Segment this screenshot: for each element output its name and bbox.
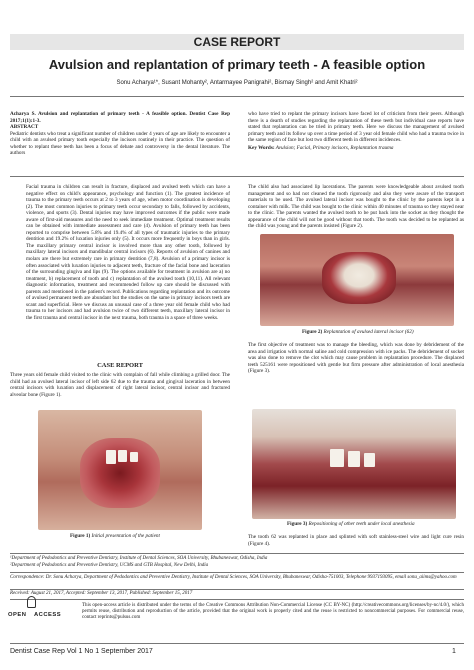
page-title: Avulsion and replantation of primary teeth - A feasible option [48, 57, 426, 72]
figure-1-tooth [118, 450, 127, 462]
abstract-text-continued: who have tried to replant the primary incisors have faced lot of criticism from their peers. Although there is a dearth of studies regarding the replantation of these teeth but individual case reports have stated that replantation can be tried in primary teeth. Here we discuss the management of avulsed primary teeth and its follow up over a time period of 3 year old female child who had a trauma twice in the same region of face but lost two different teeth in different incidences. [248, 111, 464, 144]
figure-3-caption: Figure 3) Repositioning of other teeth under local anesthesia [287, 521, 415, 527]
splint-text: The tooth 62 was replanted in place and splinted with soft stainless-steel wire and light cure resin (Figure 4). [248, 534, 464, 547]
case-text-continued: The child also had associated lip lacerations. The parents were knowledgeable about avulsed tooth management and so had not cleaned the tooth rigorously and also they were aware of the transport materials to be used. The avulsed lateral incisor was bought to the clinic by the parents kept in a container with milk. The child was bought to the clinic within 40 minutes of trauma so they stayed near to the clinic. The parents wanted the avulsed tooth to be put back into the socket as they thought the appearance of the child will not be good without that tooth. The tooth was decided to be replanted as the child was young and the parents insisted (Figure 2). [248, 184, 464, 230]
figure-1-caption: Figure 1) Initial presentation of the patient [70, 533, 160, 539]
journal-footer: Dentist Case Rep Vol 1 No 1 September 2017 [10, 648, 153, 655]
divider [10, 599, 464, 600]
figure-3-tooth [364, 453, 375, 467]
figure-2-mouth [322, 252, 396, 304]
abstract-right [248, 111, 464, 151]
divider [10, 176, 464, 177]
figure-2-caption: Figure 2) Replantation of avulsed lateral incisor (62) [302, 329, 414, 335]
abstract-left [10, 111, 230, 157]
divider [10, 589, 464, 590]
figure-2-photo [260, 234, 454, 326]
correspondence: Correspondence: Dr. Sonu Acharya, Department of Pedodontics and Preventive Dentistry, Institute of Dental Sciences, SOA University, Bhubaneswar, Odisha-751003, Telephone 9937193095, email sonu_aiims@yahoo.com [10, 575, 457, 580]
figure-3-tooth [348, 451, 360, 467]
case-report-heading: CASE REPORT [97, 362, 143, 369]
case-report-text: Three years old female child visited to the clinic with complain of fall while climbing a grilled door. The child had an avulsed lateral incisor of left side 62 due to the trauma and gingival laceration in between central incisors with luxation and displacement of right lateral incisor, central incisor and fractured alveolar bone (Figure 1). [10, 372, 230, 398]
introduction-text: Facial trauma in children can result in fracture, displaced and avulsed teeth which can have a negative effect on child's appearance, psychology and function (1). The greatest incidence of trauma to the primary teeth occurs at 2 to 3 years of age, when motor coordination is developing (2). The most common injuries to primary teeth occur secondary to falls, followed by accidents, violence, and sports (3). Dental injuries may have improved outcomes if the public were made aware of first-aid measures and the need to seek immediate treatment. Optimal treatment results can be obtained with immediate assessment and care (4). Avulsion of primary teeth has been reported to comprise between 5.8% and 19.4% of all types of traumatic injuries to the primary dentition and 19.2% of luxation injuries only (5). It occurs more frequently in boys than in girls. The maxillary primary central incisor is involved more than any other tooth, followed by maxillary lateral incisors and mandibular central incisors (6). Reports of avulsion of canines and molars are there but extremely rare in primary dentition (7,8). Avulsion of a primary incisor is often associated with luxation injuries to adjacent teeth, fracture of the facial bone and laceration of the surrounding gingiva and lips (9). The options available for treatment in avulsion are a) no treatment, b) replacement of tooth and c) replantation of the avulsed tooth (10,11). All relevant diagnostic information, treatment and recommended follow up care should be discussed with parents and mentioned in the patient's record. Publications regarding replantation and its outcome of avulsed permanent teeth are abundant but the studies on the same in primary incisors teeth are scant and superficial. Here we discuss an unusual case of a three year old female child who had trauma to her incisors and had avulsion twice of two different teeth, maxillary lateral incisor in the first trauma and central incisor in the next trauma, both trauma in a space of three weeks. [26, 184, 230, 321]
figure-1-tooth [106, 450, 116, 464]
page-number: 1 [452, 648, 456, 655]
affiliation-2: ²Department of Pedodontics and Preventive Dentistry, UCMS and GTB Hospital, New Delhi, India [10, 563, 209, 568]
access-label: ACCESS [34, 612, 62, 618]
open-label: OPEN [8, 612, 27, 618]
author-list: Sonu Acharya¹*, Susant Mohanty², Antarmayee Panigrahi², Bismay Singh² and Amit Khatri² [116, 80, 358, 86]
divider [10, 553, 464, 554]
abstract-citation: Acharya S. Avulsion and replantation of primary teeth - A feasible option. Dentist Case Rep 2017;1(1):1-3. [10, 111, 230, 124]
abstract-heading: ABSTRACT [10, 124, 39, 131]
divider [10, 643, 464, 644]
figure-3-tooth [330, 449, 344, 467]
divider [10, 572, 464, 573]
affiliation-1: ¹Department of Pedodontics and Preventive Dentistry, Institute of Dental Sciences, SOA University, Bhubaneswar, Odisha, India [10, 556, 268, 561]
figure-1-mouth [80, 438, 160, 508]
article-dates: Received: August 21, 2017, Accepted: September 13, 2017, Published: September 15, 2017 [10, 591, 193, 596]
divider [10, 96, 464, 97]
treatment-text: The first objective of treatment was to manage the bleeding, which was done by debridement of the area and irrigation with normal saline and cold compression with ice packs. The debridement of socket was also done to remove the clot which may cause problem in replantation procedure. The displaced teeth 525161 were repositioned with gentle but firm pressure after administration of local anesthesia (Figure 3). [248, 342, 464, 375]
section-label: CASE REPORT [193, 35, 281, 49]
keywords: Key Words: Avulsion; Facial, Primary incisors, Replantation trauma [248, 144, 394, 151]
license-text: This open-access article is distributed under the terms of the Creative Commons Attribution Non-Commercial License (CC BY-NC) (http://creativecommons.org/licenses/by-nc/4.0/), which permits reuse, distribution and reproduction of the article, provided that the original work is properly cited and the reuse is restricted to noncommercial purposes. For commercial reuse, contact reprints@pulsus.com [82, 603, 464, 621]
abstract-text: Pediatric dentists who treat a significant number of children under 4 years of age are likely to encounter a child with an avulsed primary tooth especially the incisors routinely in their practice. The question of whether to replant these teeth has been a focus of debate and controversy in the dental literature. The authors [10, 130, 230, 157]
open-access-lock-icon [27, 596, 36, 608]
figure-3-photo [252, 409, 456, 519]
figure-1-tooth [130, 452, 138, 462]
figure-1-photo [38, 410, 202, 530]
